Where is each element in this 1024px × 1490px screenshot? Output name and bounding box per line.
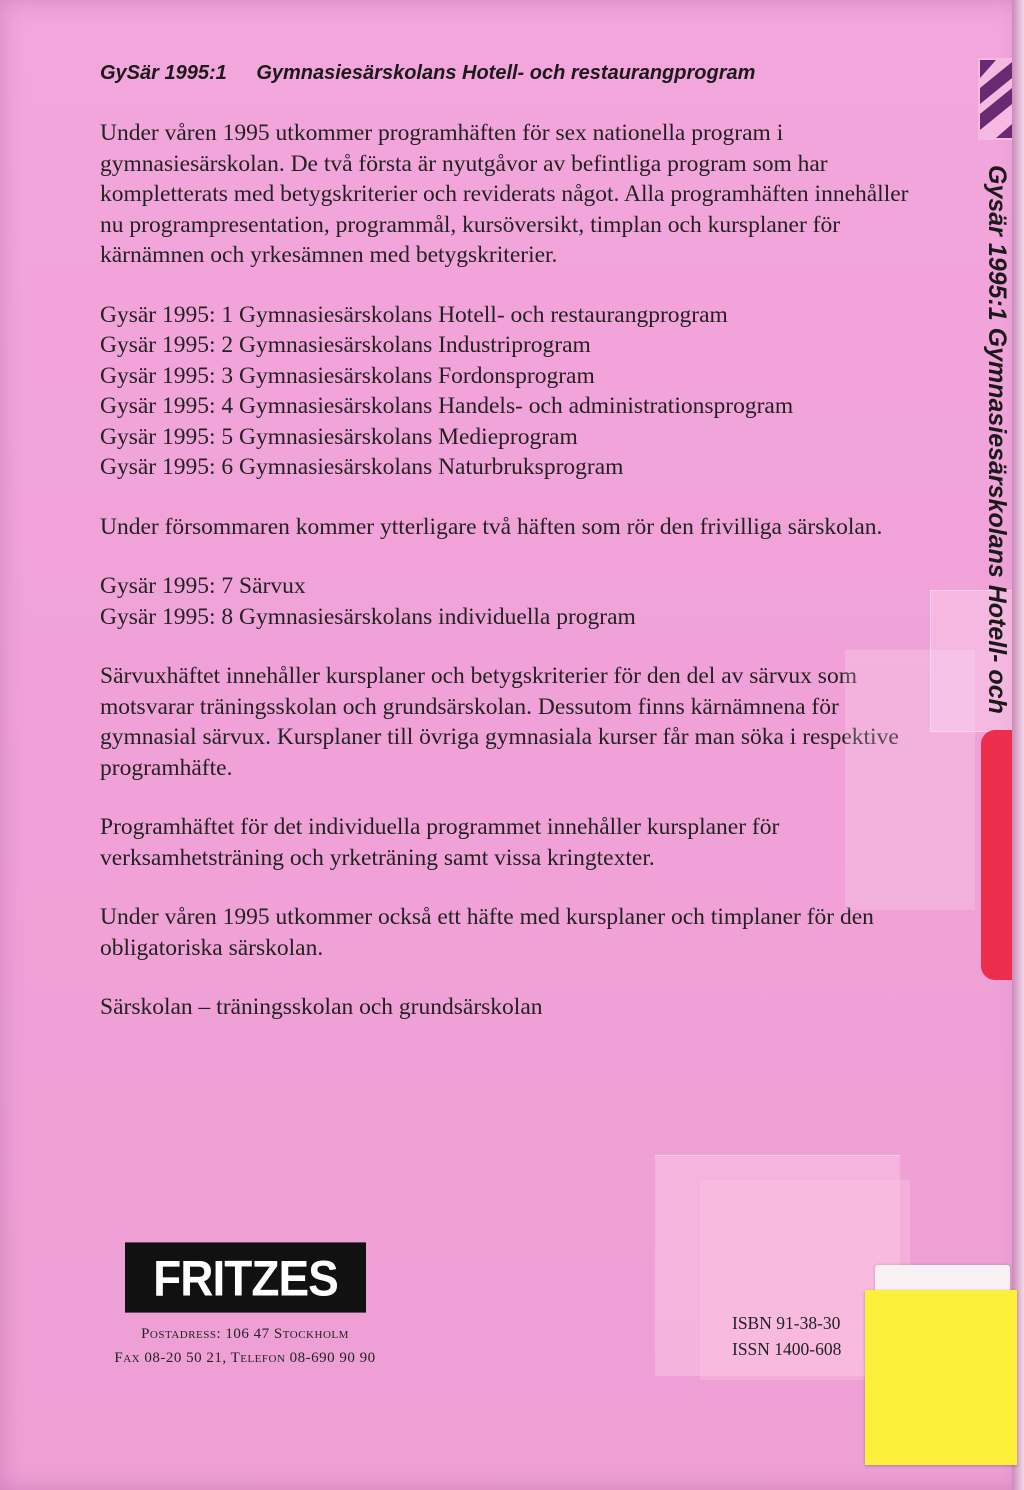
program-item: Gysär 1995: 2 Gymnasiesärskolans Industriprogram — [100, 332, 591, 358]
book-identifiers — [732, 1310, 841, 1362]
spine-edge — [1012, 0, 1024, 1490]
extra-program-list — [100, 571, 930, 632]
program-item: Gysär 1995: 6 Gymnasiesärskolans Naturbruksprogram — [100, 454, 624, 480]
program-item: Gysär 1995: 7 Särvux — [100, 573, 306, 599]
program-item: Gysär 1995: 8 Gymnasiesärskolans individuella program — [100, 603, 636, 630]
body-text — [100, 118, 930, 1023]
cover-header — [100, 62, 920, 85]
compulsory-paragraph: Under våren 1995 utkommer också ett häfte med kursplaner och timplaner för den obligatoriska särskolan. — [100, 904, 874, 961]
spine-label — [977, 165, 1015, 725]
tape-overlay — [845, 650, 975, 910]
issn-number: ISSN 1400-608 — [732, 1339, 842, 1359]
header-title: Gymnasiesärskolans Hotell- och restaurangprogram — [256, 62, 756, 84]
spine-text: Gysär 1995:1 Gymnasiesärskolans Hotell- och — [983, 165, 1011, 714]
intro-paragraph: Under våren 1995 utkommer programhäften för sex nationella program i gymnasiesärskolan. De två första är nyutgåvor av befintliga program som har kompletterats med betygskriterier och reviderats något. Alla programhäften innehåller nu programpresentation, programmål, kursöversikt, timplan och kursplaner för kärnämnen och yrkesämnen med betygskriterier. — [100, 120, 909, 268]
postal-address: Postadress: 106 47 Stockholm — [141, 1326, 349, 1342]
series-logo-icon — [978, 58, 1014, 140]
publisher-address — [60, 1322, 430, 1370]
closing-line: Särskolan – träningsskolan och grundsärskolan — [100, 994, 543, 1020]
sarvux-paragraph: Särvuxhäftet innehåller kursplaner och betygskriterier för den del av särvux som motsvarar träningsskolan och grundsärskolan. Dessutom finns kärnämnena för gymnasial särvux. Kursplaner till övriga gymnasiala kurser får man söka i respektive programhäfte. — [100, 663, 899, 781]
program-item: Gysär 1995: 3 Gymnasiesärskolans Fordonsprogram — [100, 362, 595, 389]
yellow-sticker — [865, 1290, 1017, 1465]
contact-numbers: Fax 08-20 50 21, Telefon 08-690 90 90 — [114, 1350, 376, 1366]
program-item: Gysär 1995: 1 Gymnasiesärskolans Hotell- och restaurangprogram — [100, 301, 728, 328]
national-program-list — [100, 300, 930, 483]
program-item: Gysär 1995: 4 Gymnasiesärskolans Handels- och administrationsprogram — [100, 393, 794, 419]
summer-paragraph: Under försommaren kommer ytterligare två häften som rör den frivilliga särskolan. — [100, 513, 883, 540]
publisher-logo: FRITZES — [125, 1242, 366, 1312]
isbn-number: ISBN 91-38-30 — [732, 1313, 841, 1333]
series-number: GySär 1995:1 — [100, 62, 227, 84]
individual-paragraph: Programhäftet för det individuella programmet innehåller kursplaner för verksamhetsträning och yrketräning samt vissa kringtexter. — [100, 814, 780, 871]
program-item: Gysär 1995: 5 Gymnasiesärskolans Medieprogram — [100, 423, 578, 450]
